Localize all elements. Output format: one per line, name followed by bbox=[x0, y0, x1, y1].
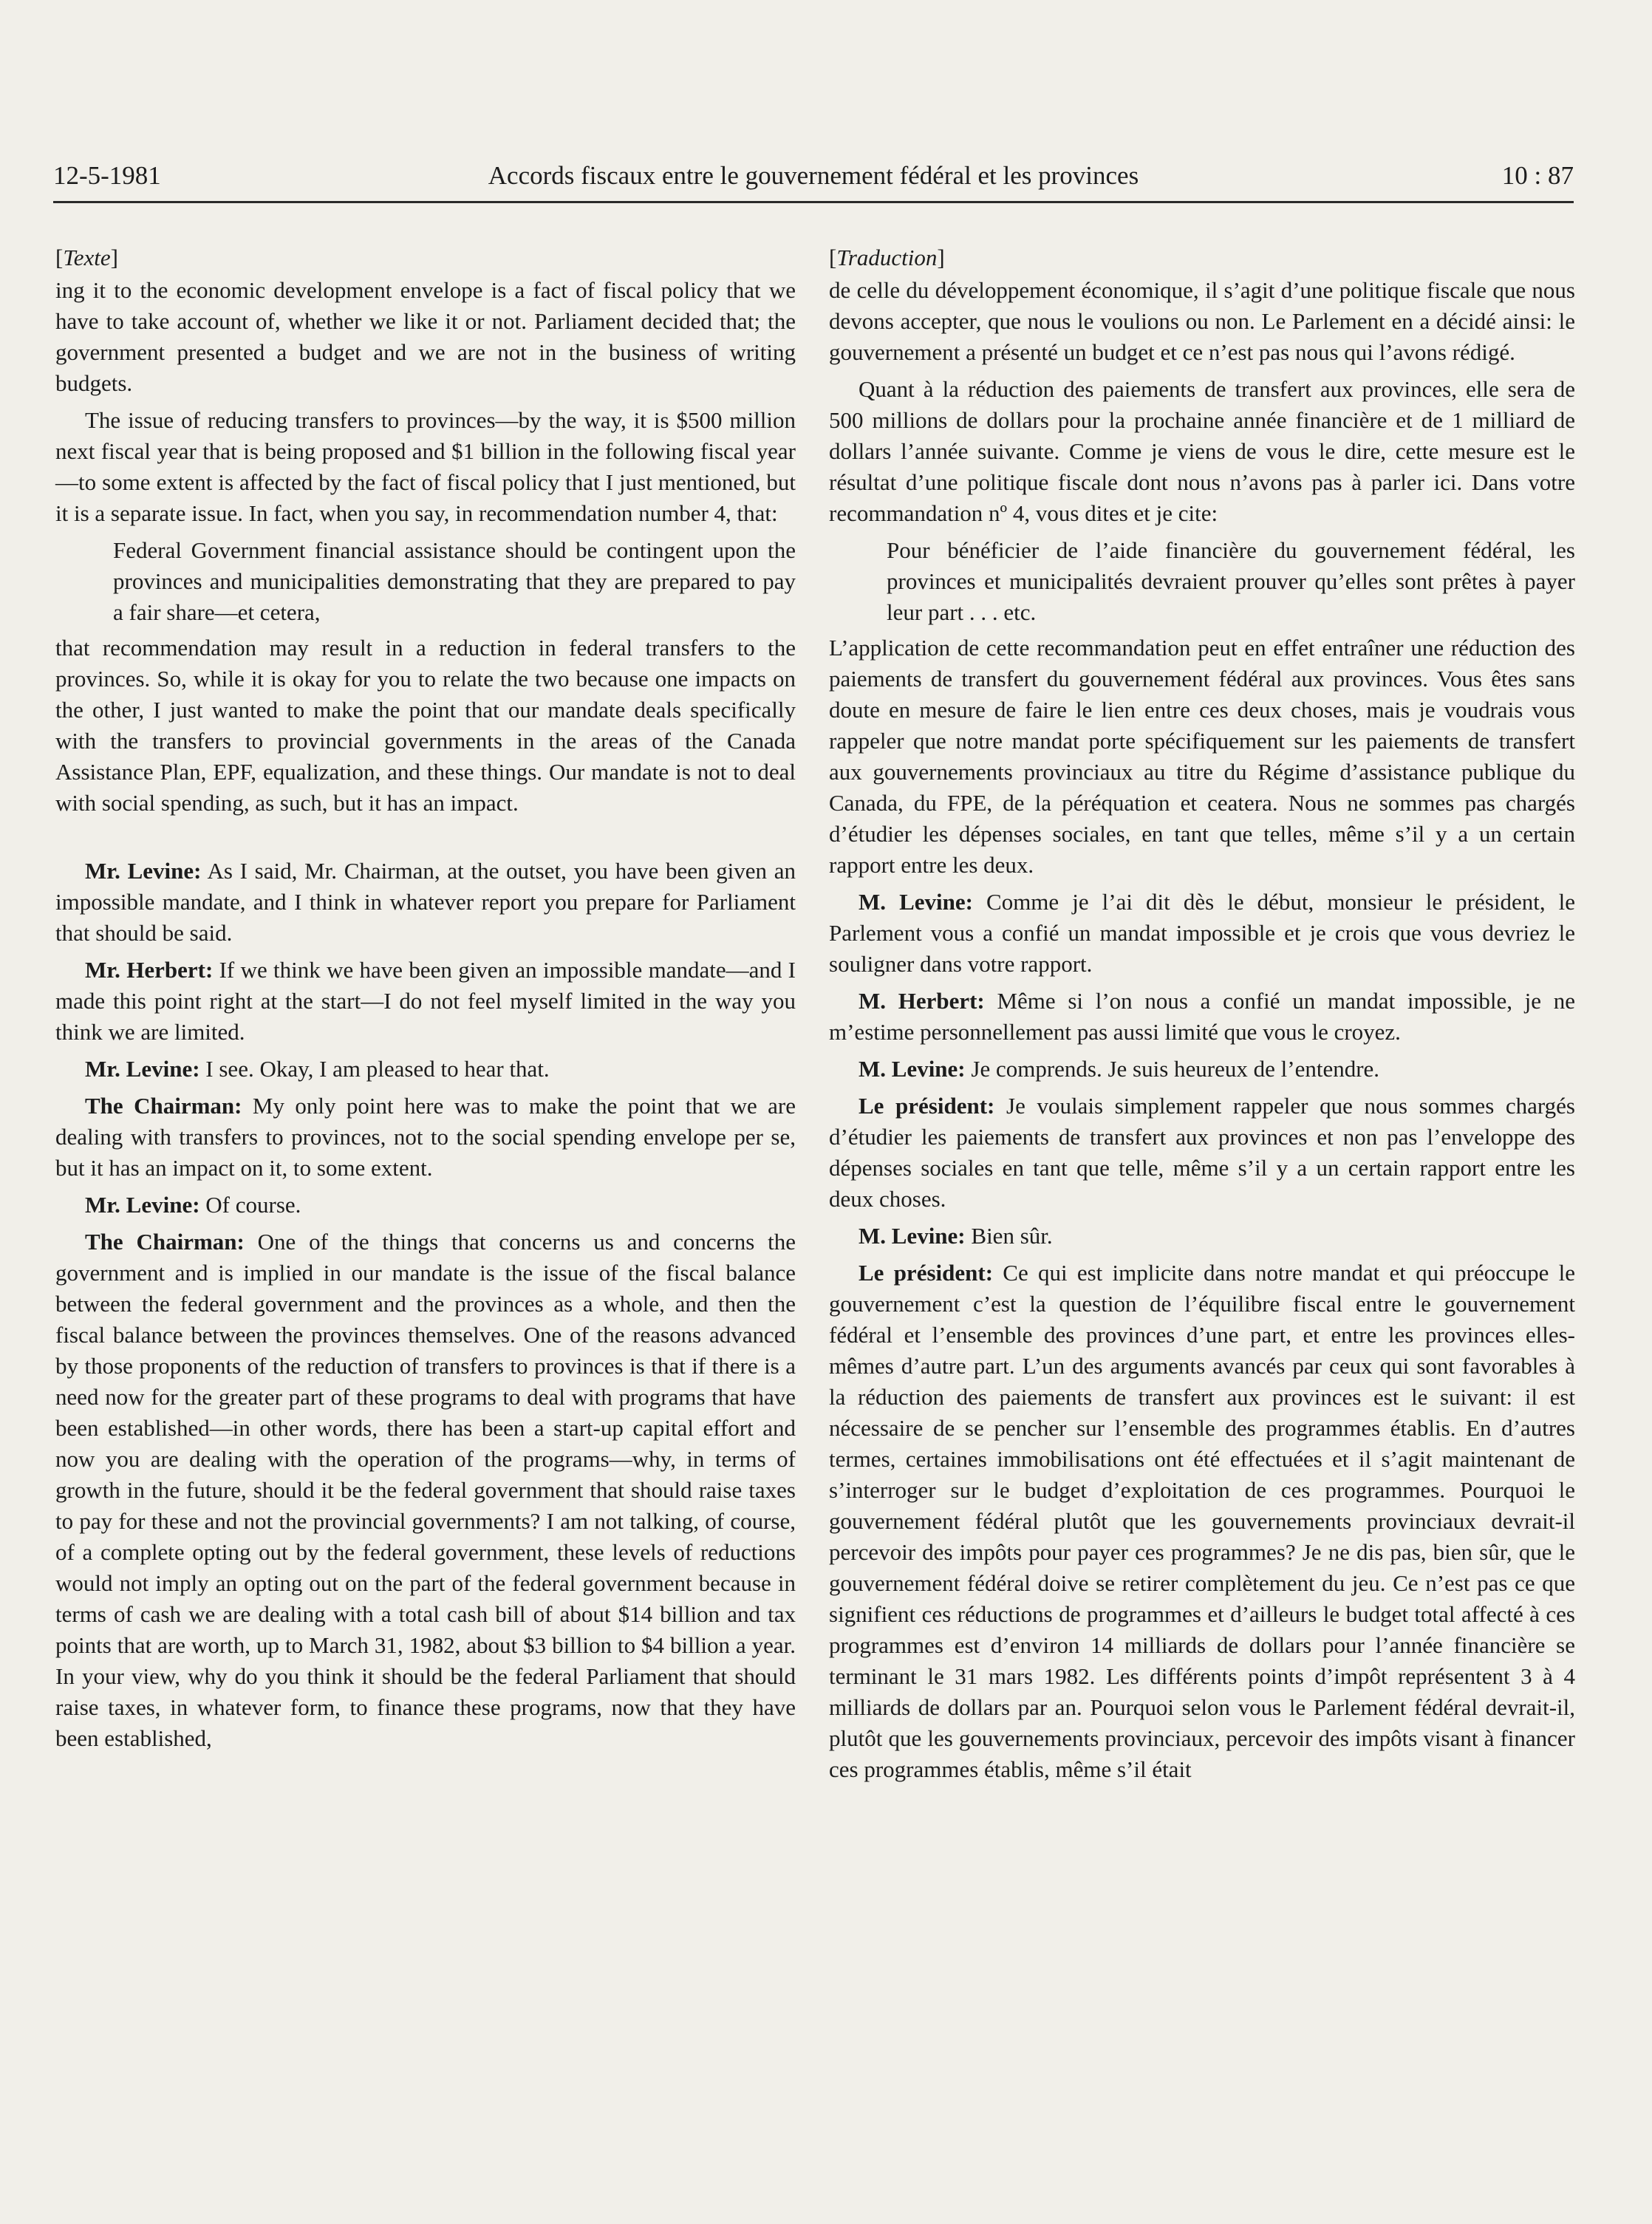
speech-text: My only point here was to make the point that we are dealing with transfers to provinces, not to the social spending envelope per se, but it has an impact on it, to some extent. bbox=[55, 1093, 796, 1181]
paragraph: The issue of reducing transfers to provinces—by the way, it is $500 million next fiscal year that is being proposed and $1 billion in the following fiscal year—to some extent is affected by the fact of fiscal policy that I just mentioned, but it is a separate issue. In fact, when you say, in recommendation number 4, that: bbox=[55, 407, 796, 526]
text-marker: [Texte] bbox=[55, 245, 118, 270]
speech bbox=[829, 1054, 1575, 1085]
paragraph: L’application de cette recommandation peut en effet entraîner une réduction des paiements de transfert du gouvernement fédéral aux provinces. Vous êtes sans doute en mesure de faire le lien entre ces deux choses, mais je voudrais vous rappeler que notre mandat porte spécifiquement sur les paiements de transfert aux gouvernements provinciaux au titre du Régime d’assistance publique du Canada, du FPE, de la péréquation et ceatera. Nous ne sommes pas chargés d’étudier les dépenses sociales, en tant que telles, même s’il y a un certain rapport entre les deux. bbox=[829, 635, 1575, 878]
english-column bbox=[55, 242, 796, 1760]
speaker: M. Levine: bbox=[859, 1223, 966, 1249]
speaker: Mr. Levine: bbox=[85, 1192, 200, 1218]
speaker: Le président: bbox=[859, 1093, 995, 1119]
speech bbox=[55, 1190, 796, 1221]
block-quote: Pour bénéficier de l’aide financière du gouvernement fédéral, les provinces et municipalités devraient prouver qu’elles sont prêtes à payer leur part . . . etc. bbox=[887, 537, 1575, 625]
speaker: M. Levine: bbox=[859, 1056, 966, 1082]
paragraph: de celle du développement économique, il s’agit d’une politique fiscale que nous devons accepter, que nous le voulions ou non. Le Parlement en a décidé ainsi: le gouvernement a présenté un budget et ce n’est pas nous qui l’avons rédigé. bbox=[829, 277, 1575, 365]
header-date: 12-5-1981 bbox=[53, 161, 161, 190]
speech-text: I see. Okay, I am pleased to hear that. bbox=[205, 1056, 550, 1082]
speaker: Mr. Herbert: bbox=[85, 957, 214, 983]
header-rule bbox=[53, 201, 1574, 203]
speech bbox=[829, 986, 1575, 1048]
speech-text: Of course. bbox=[205, 1192, 301, 1218]
speaker: Le président: bbox=[859, 1260, 994, 1286]
speaker: M. Herbert: bbox=[859, 988, 985, 1014]
speech-text: Comme je l’ai dit dès le début, monsieur le président, le Parlement vous a confié un mandat impossible et je crois que vous devriez le souligner dans votre rapport. bbox=[829, 889, 1575, 977]
speech bbox=[55, 955, 796, 1048]
speech bbox=[829, 887, 1575, 980]
translation-marker: [Traduction] bbox=[829, 245, 945, 270]
speech-text: One of the things that concerns us and concerns the government and is implied in our mandate is the issue of the fiscal balance between the federal government and the provinces as a whole, and then the fiscal balance between the provinces themselves. One of the reasons advanced by those proponents of the reduction of transfers to provinces is that if there is a need now for the greater part of these programs to deal with programs that have been established—in other words, there has been a start-up capital effort and now you are dealing with the operation of the programs—why, in terms of growth in the future, should it be the federal government that should raise taxes to pay for these and not the provincial governments? I am not talking, of course, of a complete opting out by the federal government, these levels of reductions would not imply an opting out on the part of the federal government because in terms of cash we are dealing with a total cash bill of about $14 billion and tax points that are worth, up to March 31, 1982, about $3 billion to $4 billion a year. In your view, why do you think it should be the federal Parliament that should raise taxes, in whatever form, to finance these programs, now that they have been established, bbox=[55, 1229, 796, 1751]
paragraph: that recommendation may result in a reduction in federal transfers to the provinces. So, while it is okay for you to relate the two because one impacts on the other, I just wanted to make the point that our mandate deals specifically with the transfers to provincial governments in the areas of the Canada Assistance Plan, EPF, equalization, and these things. Our mandate is not to deal with social spending, as such, but it has an impact. bbox=[55, 635, 796, 816]
speech-text: Je comprends. Je suis heureux de l’entendre. bbox=[971, 1056, 1380, 1082]
french-column bbox=[829, 242, 1575, 1791]
speaker: The Chairman: bbox=[85, 1093, 242, 1119]
speaker: M. Levine: bbox=[859, 889, 973, 915]
speech bbox=[55, 1054, 796, 1085]
speech-text: Bien sûr. bbox=[971, 1223, 1053, 1249]
speech-text: Même si l’on nous a confié un mandat impossible, je ne m’estime personnellement pas aussi limité que vous le croyez. bbox=[829, 988, 1575, 1045]
speech bbox=[55, 1227, 796, 1754]
speech bbox=[55, 856, 796, 949]
speaker: The Chairman: bbox=[85, 1229, 245, 1255]
speech-text: Ce qui est implicite dans notre mandat et qui préoccupe le gouvernement c’est la question de l’équilibre fiscal entre le gouvernement fédéral et l’ensemble des provinces d’une part, et entre les provinces elles-mêmes d’autre part. L’un des arguments avancés par ceux qui sont favorables à la réduction des paiements de transfert aux provinces est le suivant: il est nécessaire de se pencher sur l’ensemble des programmes établis. En d’autres termes, certaines immobilisations ont été effectuées et il s’agit maintenant de s’interroger sur le budget d’exploitation de ces programmes. Pourquoi le gouvernement fédéral plutôt que les gouvernements provinciaux devrait-il percevoir des impôts pour payer ces programmes? Je ne dis pas, bien sûr, que le gouvernement fédéral doive se retirer complètement du jeu. Ce n’est pas ce que signifient ces réductions de programmes et d’ailleurs le budget total affecté à ces programmes est d’environ 14 milliards de dollars pour l’année financière se terminant le 31 mars 1982. Les différents points d’impôt représentent 3 à 4 milliards de dollars par an. Pourquoi selon vous le Parlement fédéral devrait-il, plutôt que les gouvernements provinciaux, percevoir des impôts visant à financer ces programmes établis, même s’il était bbox=[829, 1260, 1575, 1782]
header-page-number: 10 : 87 bbox=[1501, 161, 1574, 190]
block-quote: Federal Government financial assistance should be contingent upon the provinces and municipalities demonstrating that they are prepared to pay a fair share—et cetera, bbox=[113, 537, 796, 625]
speaker: Mr. Levine: bbox=[85, 858, 202, 884]
page-header bbox=[53, 161, 1574, 201]
speech bbox=[55, 1091, 796, 1184]
speaker: Mr. Levine: bbox=[85, 1056, 200, 1082]
speech-text: Je voulais simplement rappeler que nous sommes chargés d’étudier les paiements de transfert aux provinces et non pas l’enveloppe des dépenses sociales en tant que telle, même s’il y a un certain rapport entre les deux choses. bbox=[829, 1093, 1575, 1212]
speech bbox=[829, 1258, 1575, 1785]
speech bbox=[829, 1091, 1575, 1215]
speech-text: If we think we have been given an impossible mandate—and I made this point right at the start—I do not feel myself limited in the way you think we are limited. bbox=[55, 957, 796, 1045]
speech-text: As I said, Mr. Chairman, at the outset, you have been given an impossible mandate, and I think in whatever report you prepare for Parliament that should be said. bbox=[55, 858, 796, 946]
header-title: Accords fiscaux entre le gouvernement fédéral et les provinces bbox=[488, 161, 1139, 190]
speech bbox=[829, 1221, 1575, 1252]
paragraph: ing it to the economic development envelope is a fact of fiscal policy that we have to take account of, whether we like it or not. Parliament decided that; the government presented a budget and we are not in the business of writing budgets. bbox=[55, 277, 796, 396]
paragraph: Quant à la réduction des paiements de transfert aux provinces, elle sera de 500 millions de dollars pour la prochaine année financière et de 1 milliard de dollars l’année suivante. Comme je viens de vous le dire, cette mesure est le résultat d’une politique fiscale dont nous n’avons pas à parler ici. Dans votre recommandation nº 4, vous dites et je cite: bbox=[829, 376, 1575, 526]
